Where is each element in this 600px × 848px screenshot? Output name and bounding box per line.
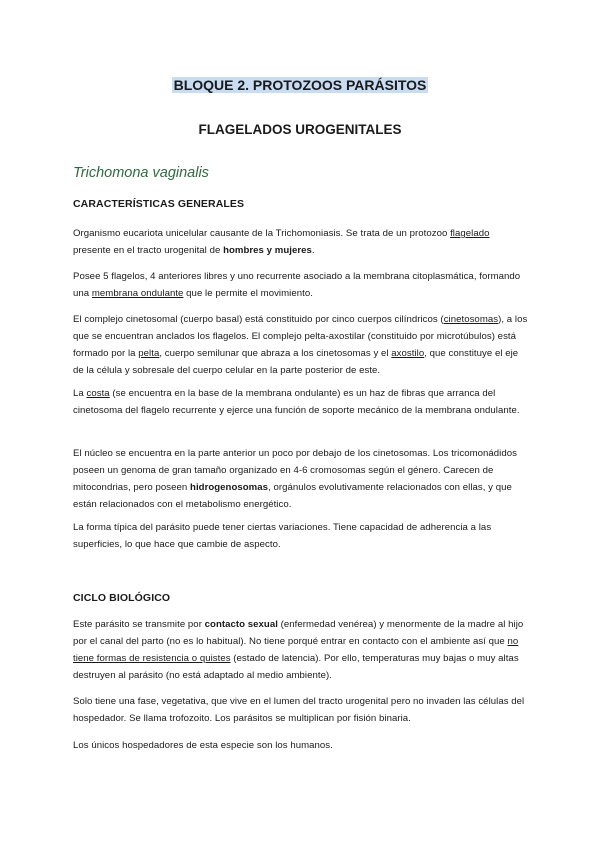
paragraph-transmission [73, 616, 529, 684]
text-run: (se encuentra en la base de la membrana ondulante) es un haz de fibras que arranca del cinetosoma del flagelo recurrente y ejerce una función de soporte mecánico de la membrana ondulante. [73, 388, 520, 416]
block-title [0, 76, 600, 94]
text-run: que le permite el movimiento. [183, 288, 313, 299]
underlined-term: costa [86, 388, 110, 399]
characteristics-heading: CARACTERÍSTICAS GENERALES [73, 198, 245, 210]
section-title: FLAGELADOS UROGENITALES [198, 122, 402, 137]
underlined-term: cinetosomas [443, 314, 499, 325]
text-run: El complejo cinetosomal (cuerpo basal) está constituido por cinco cuerpos cilíndricos ( [73, 314, 444, 325]
text-run: Este parásito se transmite por [73, 619, 205, 630]
underlined-term: axostilo [391, 348, 425, 359]
text-run: (enfermedad venérea) y menormente de la madre al hijo por el canal del parto (no es lo habitual). No tiene porqué entrar en contacto con el ambiente así que [73, 619, 524, 647]
text-run: (estado de latencia). Por ello, temperaturas muy bajas o muy altas destruyen al parásito (no está adaptado al medio ambiente). [73, 653, 519, 681]
species-name: Trichomona vaginalis [73, 165, 209, 181]
paragraph-shape: La forma típica del parásito puede tener ciertas variaciones. Tiene capacidad de adherencia a las superficies, lo que hace que cambie de aspecto. [73, 522, 492, 550]
bold-term: hidrogenosomas [190, 482, 269, 493]
text-run: ), a los que se encuentran anclados los flagelos. El complejo pelta-axostilar (constituido por microtúbulos) está formado por la [73, 314, 528, 359]
text-run: Organismo eucariota unicelular causante de la Trichomoniasis. Se trata de un protozoo [73, 228, 451, 239]
paragraph-flagella [73, 268, 529, 302]
text-run: El núcleo se encuentra en la parte anterior un poco por debajo de los cinetosomas. Los tricomonádidos poseen un genoma de gran tamaño organizado en 4-6 cromosomas según el género. Carecen de mitocondrias, pero poseen [73, 448, 517, 493]
cycle-heading: CICLO BIOLÓGICO [73, 592, 171, 604]
bold-term: contacto sexual [204, 619, 278, 630]
underlined-term: no tiene formas de resistencia o quistes [73, 636, 519, 664]
paragraph-nucleus [73, 445, 529, 513]
text-run: Posee 5 flagelos, 4 anteriores libres y uno recurrente asociado a la membrana citoplasmática, formando una [73, 271, 521, 299]
text-run: presente en el tracto urogenital de [73, 245, 224, 256]
underlined-term: flagelado [450, 228, 490, 239]
underlined-term: pelta [138, 348, 160, 359]
paragraph-organism [73, 225, 529, 259]
text-run: , que constituye el eje de la célula y sobresale del cuerpo celular en la parte posterior de este. [73, 348, 519, 376]
text-run: , orgánulos evolutivamente relacionados con ellas, y que están relacionados con el metabolismo energético. [73, 482, 512, 510]
paragraph-kinetosomal-complex [73, 311, 529, 379]
block-title-text: BLOQUE 2. PROTOZOOS PARÁSITOS [173, 77, 427, 93]
text-run: La [73, 388, 87, 399]
paragraph-costa [73, 385, 529, 419]
paragraph-vegetative-phase: Solo tiene una fase, vegetativa, que vive en el lumen del tracto urogenital pero no invaden las células del hospedador. Se llama trofozoito. Los parásitos se multiplican por fisión binaria. [73, 696, 525, 724]
text-run: . [311, 245, 315, 256]
bold-term: hombres y mujeres [223, 245, 312, 256]
text-run: , cuerpo semilunar que abraza a los cinetosomas y el [159, 348, 392, 359]
paragraph-hosts: Los únicos hospedadores de esta especie son los humanos. [73, 740, 333, 751]
underlined-term: membrana ondulante [91, 288, 184, 299]
